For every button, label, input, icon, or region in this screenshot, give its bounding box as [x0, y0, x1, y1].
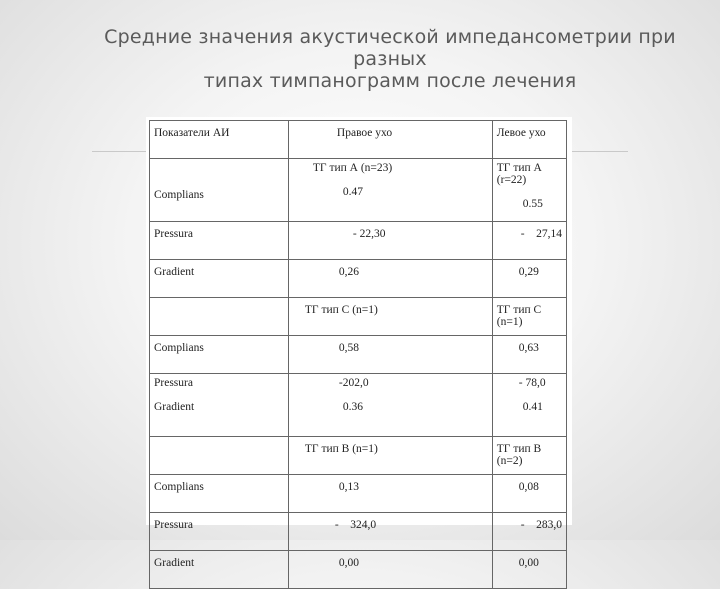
- slide-title: [30, 26, 720, 92]
- header-left-ear: Левое ухо: [492, 121, 566, 159]
- row-label: Pressura: [154, 377, 193, 389]
- cell-value: 0,63: [492, 336, 566, 374]
- group-a-right-label: ТГ тип А (n=23): [312, 162, 393, 174]
- row-label: Pressura: [150, 222, 289, 260]
- table-row: [150, 159, 567, 222]
- cell-value: - 78,0: [518, 377, 546, 389]
- cell-value: 0,13: [288, 475, 492, 513]
- table-row: [150, 513, 567, 551]
- cell-value: - 283,0: [492, 513, 566, 551]
- table-row: [150, 475, 567, 513]
- row-label: Complians: [150, 336, 289, 374]
- group-a-left-label: ТГ тип А (r=22): [496, 162, 542, 186]
- cell-value: 0.41: [522, 401, 543, 413]
- row-label: Gradient: [150, 551, 289, 589]
- title-line-2: разных: [353, 48, 427, 70]
- title-line-3: типах тимпанограмм после лечения: [203, 70, 577, 92]
- table-row: [150, 260, 567, 298]
- table-row: [150, 298, 567, 336]
- table-row: [150, 374, 567, 437]
- table-image: [146, 117, 572, 569]
- header-right-ear: Правое ухо: [288, 121, 492, 159]
- table-row: [150, 437, 567, 475]
- table-row: [150, 551, 567, 589]
- cell-value: 0.55: [522, 198, 543, 210]
- table-header-row: [150, 121, 567, 159]
- row-label: Complians: [154, 189, 204, 201]
- group-b-left-label: ТГ тип В (n=2): [492, 437, 566, 475]
- cell-value: - 324,0: [288, 513, 492, 551]
- cell-value: - 22,30: [288, 222, 492, 260]
- row-label: Gradient: [150, 260, 289, 298]
- group-c-left-label: ТГ тип С (n=1): [492, 298, 566, 336]
- cell-value: 0,00: [288, 551, 492, 589]
- cell-value: 0.47: [342, 186, 364, 198]
- cell-value: 0,26: [288, 260, 492, 298]
- impedance-table: [149, 120, 567, 589]
- group-c-right-label: ТГ тип С (n=1): [288, 298, 492, 336]
- cell-value: 0,58: [288, 336, 492, 374]
- cell-value: - 27,14: [492, 222, 566, 260]
- cell-value: -202,0: [338, 377, 369, 389]
- cell-value: 0.36: [342, 401, 364, 413]
- cell-value: 0,00: [492, 551, 566, 589]
- title-line-1: Средние значения акустической импедансометрии при: [104, 26, 676, 48]
- row-label: Gradient: [154, 401, 195, 413]
- row-label: Pressura: [150, 513, 289, 551]
- group-b-right-label: ТГ тип В (n=1): [288, 437, 492, 475]
- table-row: [150, 336, 567, 374]
- table-row: [150, 222, 567, 260]
- cell-value: 0,08: [492, 475, 566, 513]
- row-label: Complians: [150, 475, 289, 513]
- header-indicators: Показатели АИ: [150, 121, 289, 159]
- cell-value: 0,29: [492, 260, 566, 298]
